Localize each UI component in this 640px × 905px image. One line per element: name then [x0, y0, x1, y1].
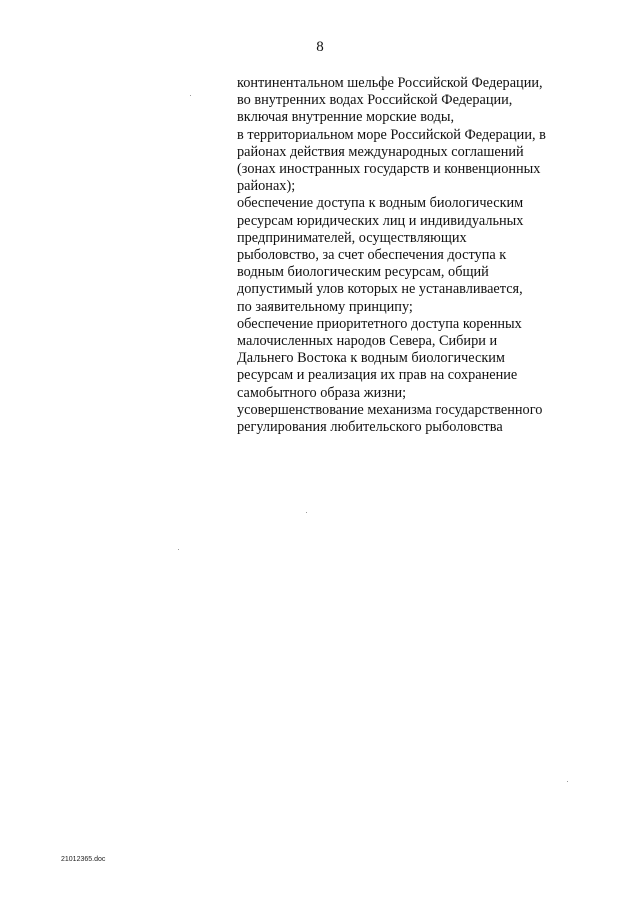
body-text-line: усовершенствование механизма государственного: [237, 401, 543, 418]
body-text-line: (зонах иностранных государств и конвенционных: [237, 161, 541, 178]
scan-speck: [567, 781, 568, 782]
body-text-line: водным биологическим ресурсам, общий: [237, 264, 489, 281]
body-text-line: ресурсам юридических лиц и индивидуальных: [237, 212, 524, 229]
body-text-line: малочисленных народов Севера, Сибири и: [237, 333, 498, 350]
body-text-line: самобытного образа жизни;: [237, 384, 407, 401]
body-text-line: ресурсам и реализация их прав на сохранение: [237, 367, 518, 384]
scan-speck: [306, 512, 307, 513]
body-text-line: обеспечение доступа к водным биологическим: [237, 195, 524, 212]
page-number: 8: [316, 39, 324, 55]
body-text-line: обеспечение приоритетного доступа коренных: [237, 315, 522, 332]
body-text-line: по заявительному принципу;: [237, 298, 413, 315]
body-text-line: Дальнего Востока к водным биологическим: [237, 350, 505, 367]
body-text-line: в территориальном море Российской Федерации, в: [237, 126, 546, 143]
body-text-line: предпринимателей, осуществляющих: [237, 229, 467, 246]
scan-speck: [190, 95, 191, 96]
body-text-line: включая внутренние морские воды,: [237, 109, 455, 126]
scan-speck: [178, 549, 179, 550]
document-body: [237, 75, 582, 436]
footer-file-code: 21012365.doc: [61, 856, 106, 863]
body-text-line: районах действия международных соглашений: [237, 143, 524, 160]
body-text-line: районах);: [237, 178, 296, 195]
body-text-line: допустимый улов которых не устанавливается,: [237, 281, 523, 298]
body-text-line: рыболовство, за счет обеспечения доступа к: [237, 247, 507, 264]
body-text-line: во внутренних водах Российской Федерации,: [237, 92, 513, 109]
body-text-line: континентальном шельфе Российской Федерации,: [237, 75, 543, 91]
body-text-line: регулирования любительского рыболовства: [237, 419, 503, 436]
